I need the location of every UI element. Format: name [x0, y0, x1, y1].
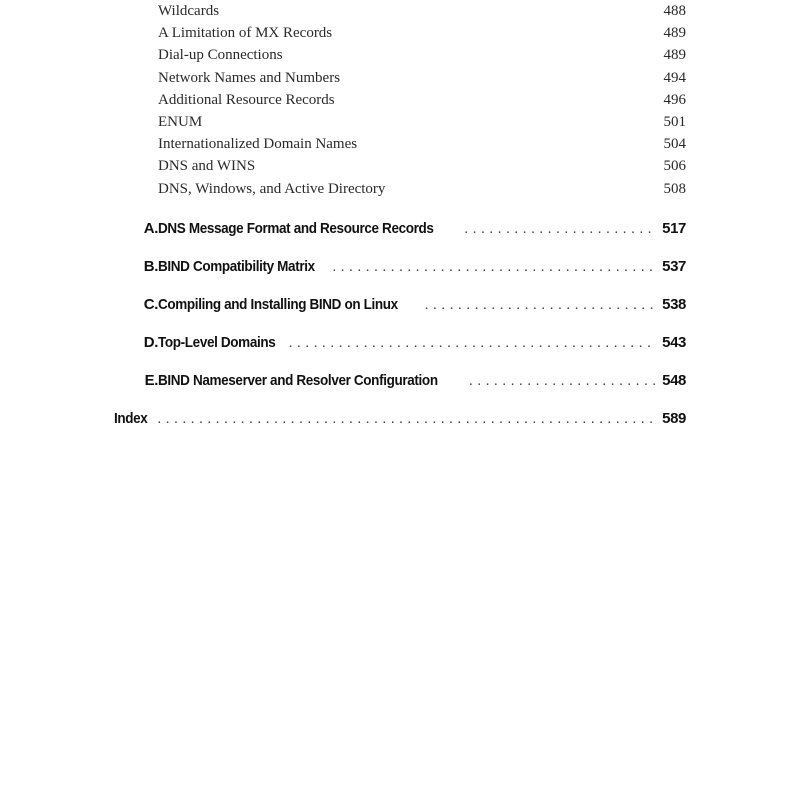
subentry-title: Internationalized Domain Names [158, 136, 358, 153]
toc-subentry [158, 111, 686, 133]
dot-leader [157, 406, 656, 432]
dot-leader [469, 368, 656, 394]
index-row [114, 406, 686, 444]
appendix-label [158, 254, 662, 280]
toc-appendix-d [114, 330, 686, 368]
dot-leader [288, 330, 656, 356]
appendix-page: 538 [662, 296, 686, 313]
index-label [114, 406, 662, 432]
subentry-page: 506 [663, 158, 686, 175]
appendix-label [158, 216, 662, 242]
appendix-page: 537 [662, 258, 686, 275]
subentry-page: 494 [663, 69, 686, 86]
subentry-page: 504 [663, 136, 686, 153]
appendix-label [158, 330, 662, 356]
appendix-letter: C. [143, 296, 158, 313]
dot-leader [424, 292, 656, 318]
subentry-page: 496 [663, 91, 686, 108]
subentry-page: 489 [663, 25, 686, 42]
subentry-page: 508 [663, 180, 686, 197]
appendix-page: 543 [662, 334, 686, 351]
toc-appendix-a [114, 216, 686, 254]
appendix-letter: B. [143, 258, 158, 275]
appendix-title: BIND Compatibility Matrix [158, 258, 315, 275]
subentry-title: Additional Resource Records [158, 91, 335, 108]
index-title: Index [114, 410, 148, 427]
dot-leader [332, 254, 656, 280]
subsection-list [158, 0, 686, 200]
toc-index [114, 406, 686, 444]
index-page: 589 [662, 410, 686, 427]
toc-subentry [158, 22, 686, 44]
appendix-title: BIND Nameserver and Resolver Configuration [158, 372, 438, 389]
toc-subentry [158, 89, 686, 111]
subentry-page: 488 [663, 3, 686, 19]
subentry-title: DNS, Windows, and Active Directory [158, 180, 386, 197]
appendix-letter: E. [144, 372, 158, 389]
subentry-title: Network Names and Numbers [158, 69, 341, 86]
appendix-title: DNS Message Format and Resource Records [158, 220, 434, 237]
subentry-page: 489 [663, 47, 686, 64]
toc-appendix-b [114, 254, 686, 292]
toc-appendix-c [114, 292, 686, 330]
dot-leader [464, 216, 656, 242]
appendix-title: Top-Level Domains [158, 334, 276, 351]
subentry-title: A Limitation of MX Records [158, 25, 333, 42]
appendix-letter: D. [143, 334, 158, 351]
toc-appendix-e [114, 368, 686, 406]
subentry-title: Dial-up Connections [158, 47, 283, 64]
toc-subentry [158, 0, 686, 22]
toc-subentry [158, 67, 686, 89]
appendix-page: 548 [662, 372, 686, 389]
appendix-label [158, 368, 662, 394]
appendix-page: 517 [662, 220, 686, 237]
subentry-page: 501 [663, 113, 686, 130]
toc-subentry [158, 155, 686, 177]
appendix-title: Compiling and Installing BIND on Linux [158, 296, 398, 313]
subentry-title: Wildcards [158, 3, 220, 19]
appendix-label [158, 292, 662, 318]
appendix-letter: A. [143, 220, 158, 237]
toc-subentry [158, 44, 686, 66]
toc-subentry [158, 178, 686, 200]
appendix-list [114, 216, 686, 406]
toc-subentry [158, 133, 686, 155]
subentry-title: ENUM [158, 113, 203, 130]
subentry-title: DNS and WINS [158, 158, 256, 175]
